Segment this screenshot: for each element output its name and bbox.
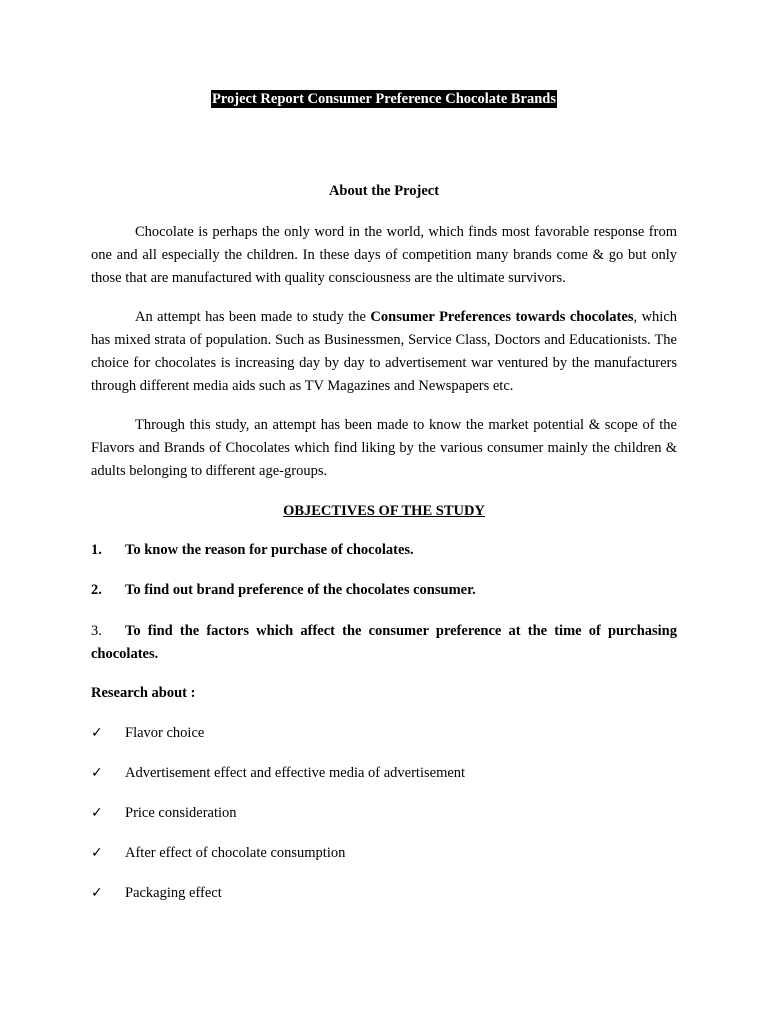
list-item-text: Packaging effect <box>125 885 222 901</box>
objective-text: To know the reason for purchase of chocolates. <box>125 542 414 558</box>
paragraph-attempt-end: , which has mixed strata of population. Such as Businessmen, Service Class, Doctors and Educationists. The choice for chocolates is increasing day by day to advertisement war ventured by the manufacturers through different media aids such as TV Magazines and Newspapers etc. <box>91 309 678 394</box>
about-heading: About the Project <box>328 183 440 199</box>
checkmark-icon: ✓ <box>91 885 103 901</box>
objective-number: 2. <box>91 582 102 598</box>
objective-item <box>91 620 677 666</box>
objective-number: 1. <box>91 542 102 558</box>
checkmark-icon: ✓ <box>91 765 103 781</box>
paragraph-attempt-bold: Consumer Preferences towards chocolates <box>370 309 634 325</box>
paragraph-study: Through this study, an attempt has been made to know the market potential & scope of the Flavors and Brands of Chocolates which find liking by the various consumer mainly the children & adults belonging to different age-groups. <box>91 417 677 479</box>
paragraph-intro: Chocolate is perhaps the only word in the world, which finds most favorable response from one and all especially the children. In these days of competition many brands come & go but only those that are manufactured with quality consciousness are the ultimate survivors. <box>91 224 677 286</box>
objective-item <box>91 539 677 562</box>
paragraph-attempt <box>91 306 677 398</box>
list-item <box>91 764 465 782</box>
list-item <box>91 724 204 742</box>
objective-item <box>91 579 677 602</box>
objectives-heading: OBJECTIVES OF THE STUDY <box>283 503 485 519</box>
list-item-text: After effect of chocolate consumption <box>125 845 346 861</box>
checkmark-icon: ✓ <box>91 845 103 861</box>
paragraph-attempt-start: An attempt has been made to study the <box>135 309 371 325</box>
title-wrap <box>0 90 768 108</box>
document-title: Project Report Consumer Preference Chocolate Brands <box>211 91 557 107</box>
list-item-text: Flavor choice <box>125 725 205 741</box>
list-item <box>91 804 237 822</box>
list-item-text: Price consideration <box>125 805 237 821</box>
objective-text: To find the factors which affect the consumer preference at the time of purchasing chocolates. <box>91 623 677 662</box>
objective-text: To find out brand preference of the chocolates consumer. <box>125 582 476 598</box>
research-heading: Research about : <box>91 685 196 701</box>
objective-number: 3. <box>91 623 102 639</box>
checkmark-icon: ✓ <box>91 805 103 821</box>
list-item <box>91 844 345 862</box>
checkmark-icon: ✓ <box>91 725 103 741</box>
list-item <box>91 884 222 902</box>
list-item-text: Advertisement effect and effective media of advertisement <box>125 765 466 781</box>
